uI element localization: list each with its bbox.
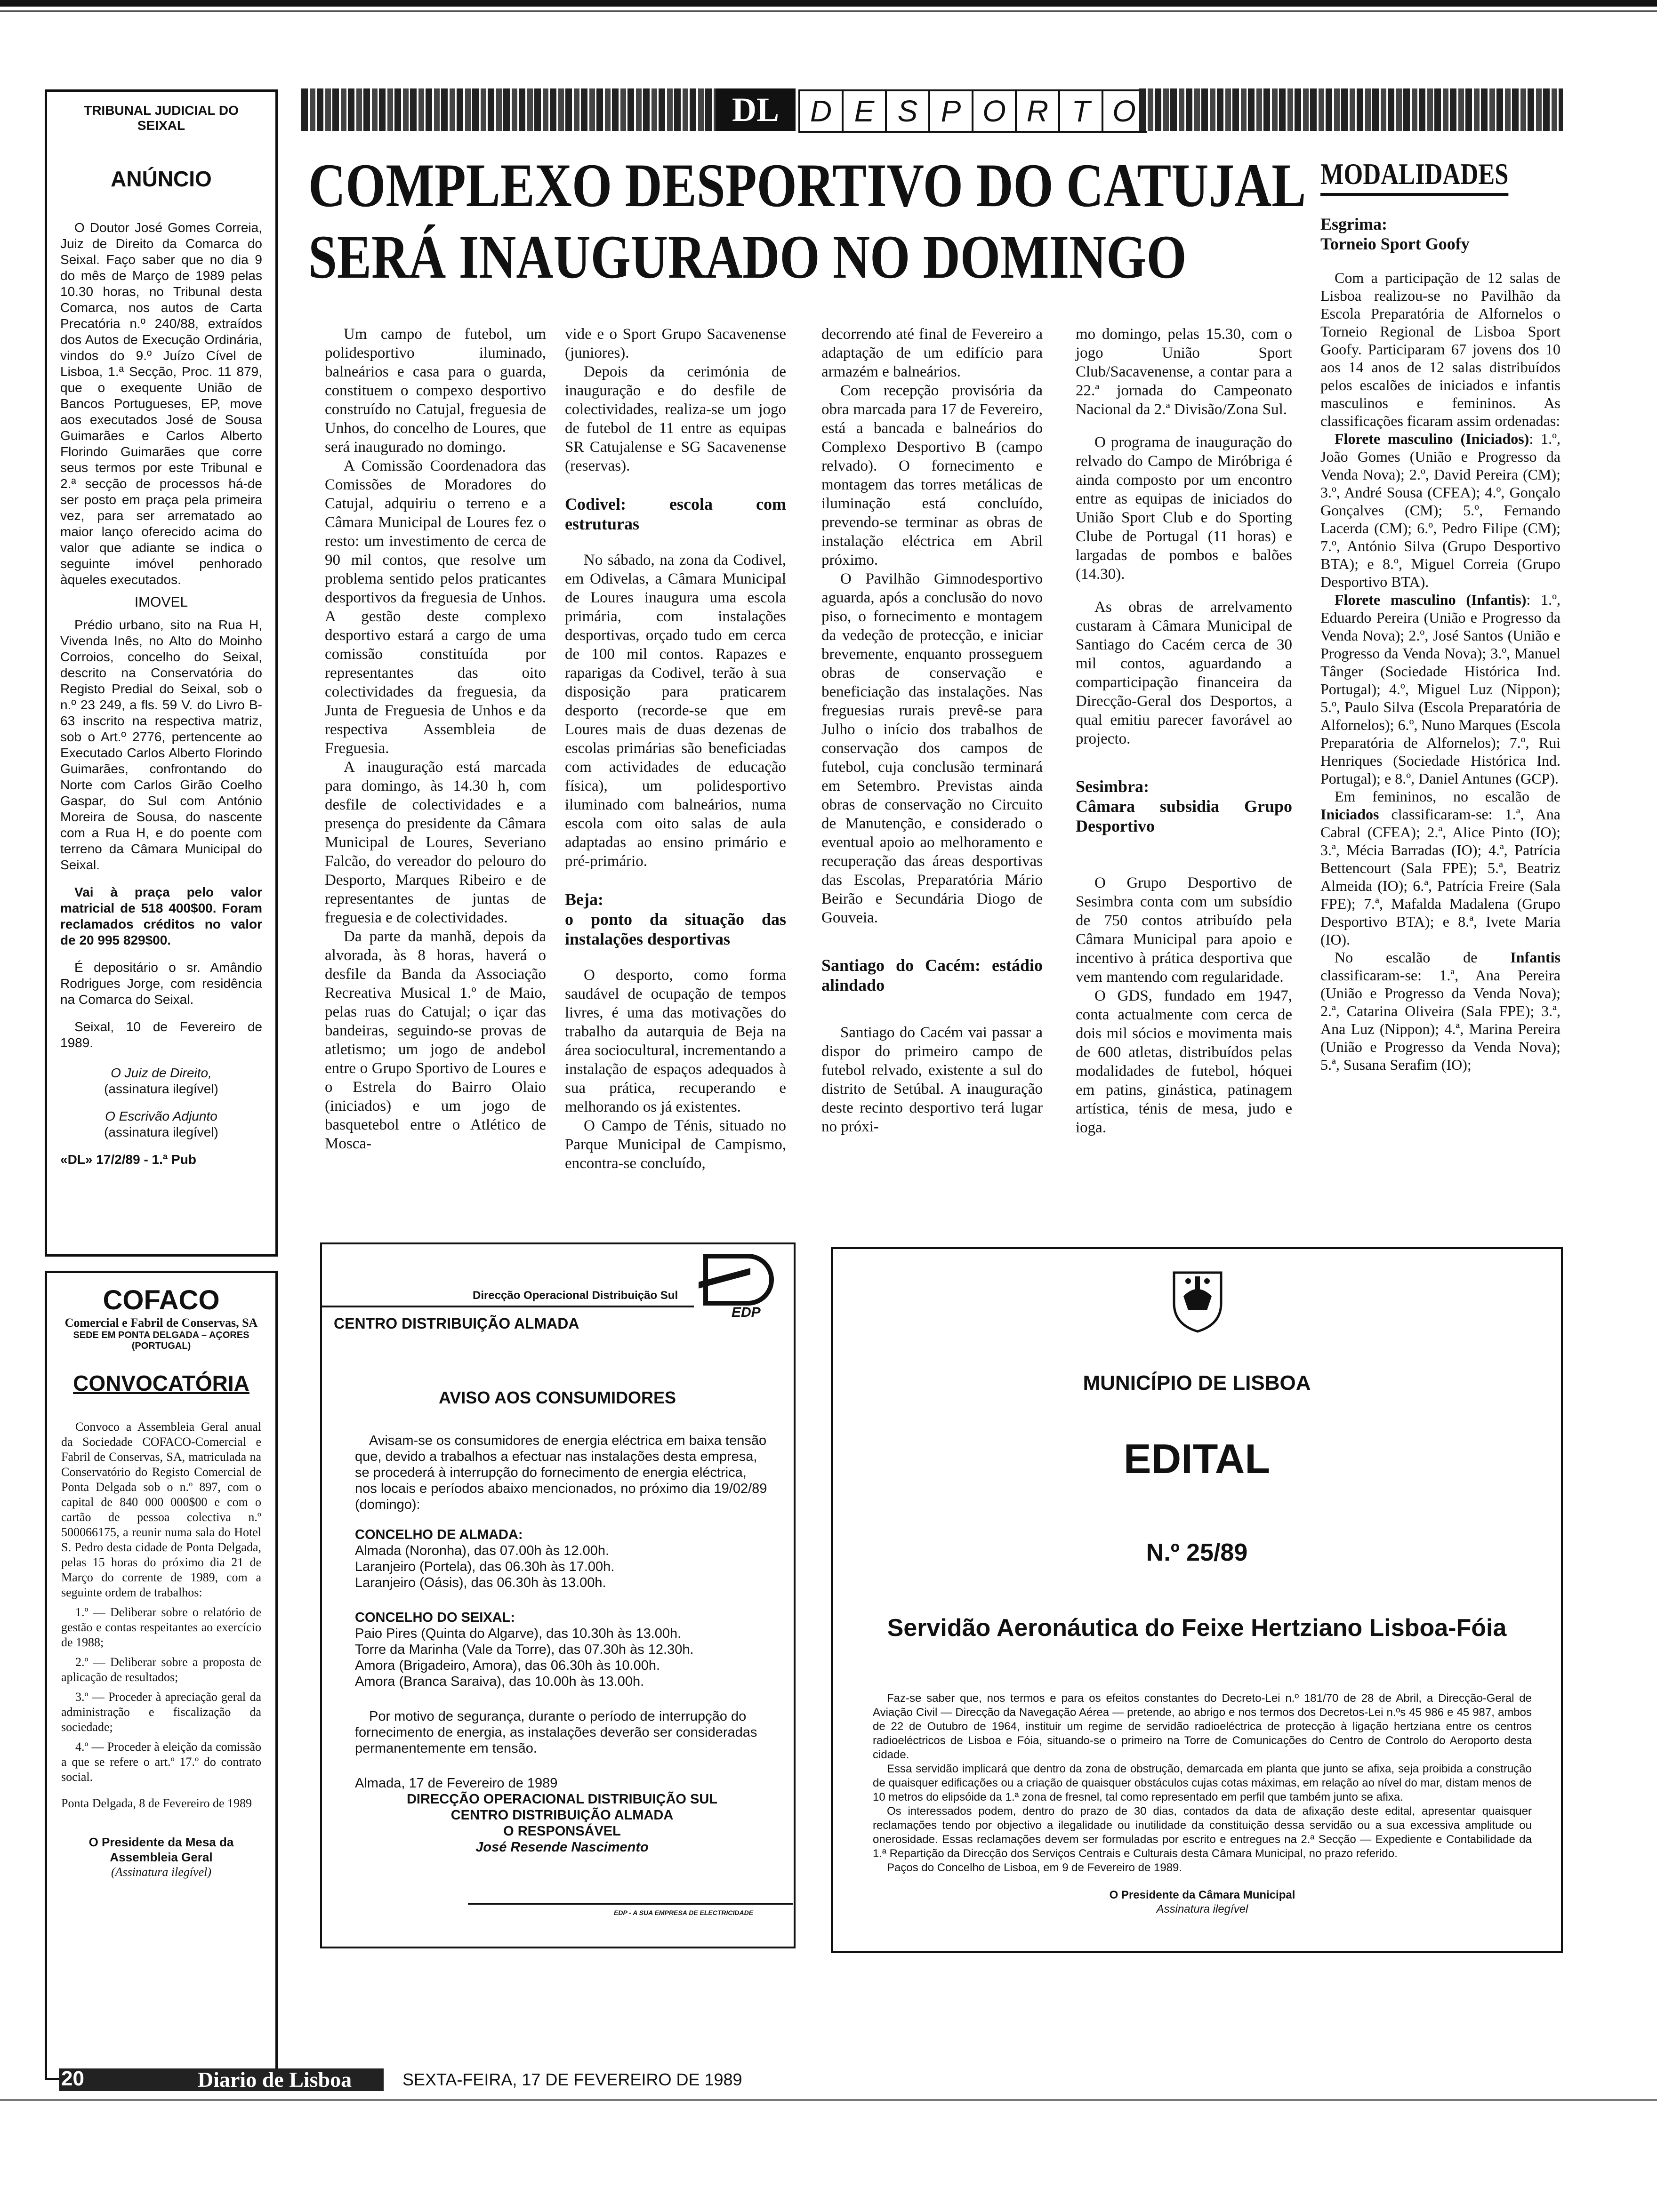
section-letter-5: O <box>972 89 1017 133</box>
lisboa-paragraph: Os interessados podem, dentro do prazo de 30 dias, contados da data de afixação deste edital, apresentar quaisquer reclamações tendo por objectivo a ilegalidade ou inutilidade da constituição dessa servidão ou a sua excessiva amplitude ou onerosidade. Essas reclamações devem ser formuladas por escrito e entregues na 2.ª Secção — Expediente e Contabilidade da 1.ª Repartição da Direcção dos Serviços Centrais e Culturais desta Câmara Municipal, no prazo referido. <box>873 1805 1532 1860</box>
edp-seixal-item-2: Torre da Marinha (Vale da Torre), das 07.30h às 12.30h. <box>355 1642 694 1657</box>
article-paragraph: Um campo de futebol, um polidesportivo iluminado, balneários e casa para o guarda, constituem o compexo desportivo construído no Catujal, freguesia de Unhos, do concelho de Loures, que será inaugurado no domingo. <box>325 326 546 456</box>
subhead-beja: Beja: o ponto da situação das instalações desportivas <box>565 890 786 948</box>
top-rule-thin <box>0 10 1657 12</box>
edp-almada-item-1: Almada (Noronha), das 07.00h às 12.00h. <box>355 1543 610 1558</box>
section-letter-3: S <box>885 89 930 133</box>
lisboa-paragraph: Essa servidão implicará que dentro da zona de obstrução, demarcada em planta que junto se afixa, seja proibida a construção de quaisquer edificações ou a criação de quaisquer obstáculos cujas cotas máximas, em relação ao nível do mar, distam menos de 10 metros do elipsóide da 1.ª zona de fresnel, tal como representado em perfil que também junto se afixa. <box>873 1763 1532 1803</box>
section-letter-4: P <box>928 89 973 133</box>
headline-line-1: COMPLEXO DESPORTIVO DO CATUJAL <box>308 151 1306 220</box>
subhead-codivel: Codivel: escola com estruturas <box>565 495 786 533</box>
top-rule <box>0 0 1657 7</box>
results-florete-iniciados: Florete masculino (Iniciados): 1.º, João Gomes (União e Progresso da Venda Nova); 2.º, David Pereira (CM); 3.º, André Sousa (CFEA); 4.º, Gonçalo Gonçalves (CM); 5.º, Fernando Lacerda (CM); 6.º, Pedro Filipe (CM); 7.º, António Silva (Grupo Desportivo BTA); e 8.º, Miguel Correia (Grupo Desportivo BTA). <box>1320 430 1560 590</box>
modalidades-intro: Com a participação de 12 salas de Lisboa realizou-se no Pavilhão da Escola Preparatória de Alfornelos o Torneio Regional de Lisboa Sport Goofy. Participaram 67 jovens dos 10 aos 14 anos de 12 salas distribuídos pelos escalões de iniciados e infantis masculinos e femininos. As classificações ficaram assim ordenadas: <box>1320 269 1560 429</box>
edp-almada-item-2: Laranjeiro (Portela), das 06.30h às 17.00h. <box>355 1559 615 1574</box>
section-letter-6: R <box>1015 89 1060 133</box>
edp-concelho-seixal: CONCELHO DO SEIXAL: <box>355 1610 515 1625</box>
article-paragraph: O Campo de Ténis, situado no Parque Municipal de Campismo, encontra-se concluído, <box>565 1117 786 1172</box>
cofaco-signature: O Presidente da Mesa da Assembleia Geral <box>88 1835 234 1864</box>
headline-line-2: SERÁ INAUGURADO NO DOMINGO <box>308 222 1187 291</box>
lisboa-body <box>873 1691 1532 1916</box>
clerk-signature: O Escrivão Adjunto <box>105 1109 217 1123</box>
edp-notice <box>320 1242 796 1948</box>
notice-body: O Doutor José Gomes Correia, Juiz de Direito da Comarca do Seixal. Faço saber que no dia 9 do mês de Março de 1989 pelas 10.30 horas, no Tribunal desta Comarca, nos autos de Carta Precatória n.º 240/88, extraídos dos Autos de Execução Ordinária, vindos do 9.º Juízo Cível de Lisboa, 1.ª Secção, Proc. 11 879, que o exequente União de Bancos Portugueses, EP, move aos executados José de Sousa Guimarães e Carlos Alberto Florindo Guimarães que corre seus termos por este Tribunal e 2.ª secção de processos há-de ser posto em praça pela primeira vez, para ser arrematado ao maior lanço oferecido acima do valor que adiante se indica o seguinte imóvel penhorado àqueles executados. <box>60 220 262 587</box>
edp-note: Por motivo de segurança, durante o período de interrupção do fornecimento de energia, as instalações deverão ser consideradas permanentemente em tensão. <box>355 1709 757 1756</box>
edp-title: AVISO AOS CONSUMIDORES <box>438 1388 676 1407</box>
judge-signature-note: (assinatura ilegível) <box>104 1082 218 1096</box>
article-paragraph: Com recepção provisória da obra marcada para 17 de Fevereiro, está a bancada e balneários do Complexo Desportivo B (campo relvado). O fornecimento e montagem das torres metálicas de iluminação está concluído, prevendo-se terminar as obras de instalação eléctrica em Abril próximo. <box>821 382 1043 569</box>
edp-sig-2: CENTRO DISTRIBUIÇÃO ALMADA <box>450 1808 674 1823</box>
article-column-3 <box>821 325 1043 1136</box>
tribunal-notice <box>45 89 278 1257</box>
article-paragraph: Santiago do Cacém vai passar a dispor do primeiro campo de futebol relvado, existente a sul do distrito de Setúbal. A inauguração deste recinto desportivo terá lugar no próxi- <box>821 1024 1043 1135</box>
section-logo <box>716 88 796 131</box>
cofaco-country: (PORTUGAL) <box>131 1341 191 1351</box>
publication-ref: «DL» 17/2/89 - 1.ª Pub <box>60 1152 196 1167</box>
modalidades-subtitle-1: Esgrima: <box>1320 215 1387 233</box>
edp-intro: Avisam-se os consumidores de energia eléctrica em baixa tensão que, devido a trabalhos a efectuar nas instalações desta empresa, se procederá à interrupção do fornecimento de energia eléctrica, nos locais e períodos abaixo mencionados, no próximo dia 19/02/89 (domingo): <box>355 1433 767 1512</box>
edp-seixal-item-1: Paio Pires (Quinta do Algarve), das 10.30h às 13.00h. <box>355 1626 682 1641</box>
cofaco-fullname: Comercial e Fabril de Conservas, SA <box>64 1316 258 1330</box>
lisboa-crest-icon <box>1162 1263 1233 1334</box>
footer-paper-name: Diario de Lisboa <box>198 2068 352 2092</box>
edp-centro: CENTRO DISTRIBUIÇÃO ALMADA <box>334 1315 579 1332</box>
edp-concelho-almada: CONCELHO DE ALMADA: <box>355 1527 523 1542</box>
footer-date: SEXTA-FEIRA, 17 DE FEVEREIRO DE 1989 <box>402 2070 742 2089</box>
article-column-1 <box>325 325 546 1153</box>
section-letters <box>800 89 1147 132</box>
court-name: TRIBUNAL JUDICIAL DO SEIXAL <box>84 103 239 133</box>
section-logo-text: DL <box>732 91 780 128</box>
lisboa-paragraph: Faz-se saber que, nos termos e para os efeitos constantes do Decreto-Lei n.º 181/70 de 28 de Abril, a Direcção-Geral de Aviação Civil — Direcção da Navegação Aérea — pretende, ao abrigo e nos termos dos Decretos-Lei n.ºs 45 986 e 45 987, ambos de 22 de Outubro de 1964, instituir um regime de servidão radioeléctrica de protecção à ligação hertziana entre os centros radioeléctricos de Lisboa e Fóia, situando-se o primeiro na Torre de Comunicações do Centro de Controlo do Aeroporto desta cidade. <box>873 1692 1532 1761</box>
section-letter-1: D <box>798 89 844 133</box>
article-paragraph: As obras de arrelvamento custaram à Câmara Municipal de Santiago do Cacém cerca de 30 mil contos, aguardando a comparticipação financeira da Direcção-Geral dos Desportos, a qual emitiu parecer favorável ao projecto. <box>1076 599 1292 747</box>
notice-subtitle: IMOVEL <box>134 594 188 610</box>
edp-direccao: Direcção Operacional Distribuição Sul <box>473 1289 678 1302</box>
lisboa-edital-title: EDITAL <box>1123 1435 1271 1482</box>
notice-date: Seixal, 10 de Fevereiro de 1989. <box>60 1019 262 1050</box>
article-paragraph: Depois da cerimónia de inauguração e do desfile de colectividades, realiza-se um jogo de futebol de 11 entre as equipas SR Catujalense e SG Sacavenense (reservas). <box>565 363 786 474</box>
article-paragraph: O GDS, fundado em 1947, conta actualmente com cerca de dois mil sócios e movimenta mais de 600 atletas, distribuídos pelas modalidades de futebol, hóquei em patins, ginástica, patinagem artística, ténis de mesa, judo e ioga. <box>1076 987 1292 1136</box>
edp-logo <box>699 1254 783 1324</box>
edp-rule <box>322 1306 694 1307</box>
lisboa-edital <box>831 1247 1563 1953</box>
footer-page-number: 20 <box>61 2067 84 2090</box>
section-letter-7: T <box>1058 89 1103 133</box>
notice-property: Prédio urbano, sito na Rua H, Vivenda Inês, no Alto do Moinho Corroios, concelho do Seixal, descrito na Conservatória do Registo Predial do Seixal, sob o n.º 23 249, a fls. 59 V. do Livro B-63 inscrito na respectiva matriz, sob o Art.º 2776, pertencente ao Executado Carlos Alberto Florindo Guimarães, confrontando do Norte com Carlos Girão Coelho Gaspar, do Sul com António Moreira de Sousa, do nascente com a Rua H, e do poente com terreno da Câmara Municipal do Seixal. <box>60 617 262 872</box>
subhead-sesimbra: Sesimbra: Câmara subsidia Grupo Desportivo <box>1076 777 1292 835</box>
judge-signature: O Juiz de Direito, <box>111 1066 212 1080</box>
lisboa-paragraph: Paços do Concelho de Lisboa, em 9 de Fevereiro de 1989. <box>887 1861 1182 1874</box>
cofaco-name: COFACO <box>103 1285 220 1315</box>
section-letter-2: E <box>842 89 887 133</box>
cofaco-item-2: 2.º — Deliberar sobre a proposta de aplicação de resultados; <box>61 1655 261 1684</box>
lisboa-signature: O Presidente da Câmara Municipal <box>1109 1889 1295 1901</box>
notice-depositary: É depositário o sr. Amândio Rodrigues Jorge, com residência na Comarca do Seixal. <box>60 960 262 1007</box>
article-paragraph: O desporto, como forma saudável de ocupação de tempos livres, é uma das motivações do trabalho da autarquia de Beja na área sociocultural, incrementando a instalação de espaços adequados à sua prática, recuperando e melhorando os já existentes. <box>565 967 786 1115</box>
article-paragraph: decorrendo até final de Fevereiro a adaptação de um edifício para armazém e balneários. <box>821 326 1043 380</box>
article-paragraph: A Comissão Coordenadora das Comissões de Moradores do Catujal, adquiriu o terreno e a Câmara Municipal de Loures fez o resto: um investimento de cerca de 90 mil contos, que resolve um problema sentido pelos praticantes desportivos da freguesia de Unhos. A gestão deste complexo desportivo estará a cargo de uma comissão constituída por representantes das oito colectividades da freguesia, da Junta de Freguesia de Unhos e da respectiva Assembleia de Freguesia. <box>325 457 546 757</box>
article-paragraph: Da parte da manhã, depois da alvorada, às 8 horas, haverá o desfile da Banda da Associação Recreativa Musical 1.º de Maio, pelas ruas do Catujal; o içar das bandeiras, seguindo-se provas de atletismo; um jogo de andebol entre o Grupo Sportivo de Loures e o Estrela do Bairro Olaio (iniciados) e um jogo de basquetebol entre o Atlético de Mosca- <box>325 928 546 1152</box>
cofaco-notice <box>45 1271 278 2080</box>
article-paragraph: O programa de inauguração do relvado do Campo de Miróbriga é ainda composto por um encontro entre as equipas de iniciados do União Sport Club e do Sporting Clube de Portugal (11 horas) e largadas de pombos e balões (14.30). <box>1076 434 1292 583</box>
cofaco-sede: SEDE EM PONTA DELGADA – AÇORES <box>73 1330 249 1340</box>
cofaco-item-4: 4.º — Proceder à eleição da comissão a que se refere o art.º 17.º do contrato social. <box>61 1740 261 1784</box>
cofaco-item-3: 3.º — Proceder à apreciação geral da administração e fiscalização da sociedade; <box>61 1690 261 1734</box>
section-letter-8: O <box>1102 89 1147 133</box>
results-femininos-infantis: No escalão de Infantis classificaram-se: 1.ª, Ana Pereira (União e Progresso da Venda Nova); 2.ª, Catarina Oliveira (Sala FPE); 3.ª, Ana Luz (Nippon); 4.ª, Marina Pereira (União e Progresso da Venda Nova); 5.ª, Susana Serafim (IO); <box>1320 949 1560 1073</box>
section-band-right <box>1139 88 1563 131</box>
modalidades-subtitle-2: Torneio Sport Goofy <box>1320 234 1470 253</box>
section-band-left <box>301 88 716 131</box>
headline <box>308 150 1306 293</box>
clerk-signature-note: (assinatura ilegível) <box>104 1125 218 1139</box>
bottom-rule <box>0 2099 1657 2101</box>
notice-value: Vai à praça pelo valor matricial de 518 400$00. Foram reclamados créditos no valor de 20 995 829$00. <box>60 885 262 947</box>
modalidades-title: MODALIDADES <box>1320 155 1508 196</box>
results-florete-infantis: Florete masculino (Infantis): 1.º, Eduardo Pereira (União e Progresso da Venda Nova); 2.º, José Santos (União e Progresso da Venda Nova); 3.º, Manuel Tânger (Sociedade Histórica Ind. Portugal); 4.º, Miguel Luz (Nippon); 5.º, Paulo Silva (Escola Preparatória de Alfornelos); 6.º, Nuno Marques (Escola Preparatória de Alfornelos); 7.º, Rui Henriques (Sociedade Histórica Ind. Portugal); e 8.º, Daniel Antunes (GCP). <box>1320 591 1561 787</box>
edp-foot-rule <box>468 1903 793 1905</box>
edp-body <box>355 1433 769 1855</box>
cofaco-item-1: 1.º — Deliberar sobre o relatório de gestão e contas respeitantes ao exercício de 1988; <box>61 1605 261 1649</box>
edp-sig-1: DIRECÇÃO OPERACIONAL DISTRIBUIÇÃO SUL <box>406 1792 718 1807</box>
edp-sig-4: José Resende Nascimento <box>475 1840 649 1855</box>
article-paragraph: O Pavilhão Gimnodesportivo aguarda, após a conclusão do novo piso, o fornecimento e montagem da vedeção de protecção, e iniciar brevemente, enquanto prosseguem obras de conservação e beneficiação das instalações. Nas freguesias rurais prevê-se para Julho o início dos trabalhos de conservação dos campos de futebol, cuja conclusão terminará em Setembro. Previstas ainda obras de conservação no Circuito de Manutenção, e considerado o eventual apoio ao melhoramento e recuperação das áreas desportivas das Escolas, Preparatória Mário Beirão e Secundária Diogo de Gouveia. <box>821 570 1043 926</box>
lisboa-signature-note: Assinatura ilegível <box>1156 1903 1248 1915</box>
lisboa-edital-number: N.º 25/89 <box>1146 1539 1248 1566</box>
edp-seixal-item-4: Amora (Branca Saraiva), das 10.00h às 13.00h. <box>355 1674 644 1689</box>
lisboa-municipio: MUNICÍPIO DE LISBOA <box>1083 1371 1311 1395</box>
cofaco-title: CONVOCATÓRIA <box>73 1371 249 1395</box>
article-paragraph: No sábado, na zona da Codivel, em Odivelas, a Câmara Municipal de Loures inaugura uma escola primária, com instalações desportivas, orçado tudo em cerca de 100 mil contos. Rapazes e raparigas da Codivel, terão à sua disposição para praticarem desporto (recorde-se que em Loures mais de duas dezenas de escolas primárias são beneficiadas com actividades de educação física), um polidesportivo iluminado com balneários, numa escola com oito salas de aula adaptadas ao ensino primário e pré-primário. <box>565 552 786 870</box>
results-femininos-iniciados: Em femininos, no escalão de Iniciados classificaram-se: 1.ª, Ana Cabral (CFEA); 2.ª, Alice Pinto (IO); 3.ª, Mécia Barradas (IO); 4.ª, Patrícia Bettencourt (Sala FPE); 5.ª, Beatriz Almeida (IO); 6.ª, Patrícia Freire (Sala FPE); 7.ª, Mafalda Madalena (Grupo Desportivo BTA); e 8.ª, Ivete Maria (IO). <box>1320 788 1561 948</box>
cofaco-body: Convoco a Assembleia Geral anual da Sociedade COFACO-Comercial e Fabril de Conservas, SA, matriculada na Conservatório do Registo Comercial de Ponta Delgada sob o n.º 897, com o capital de 840 000 000$00 e com o cartão de pessoa colectiva n.º 500066175, a reunir numa sala do Hotel S. Pedro desta cidade de Ponta Delgada, pelas 15 horas do próximo dia 21 de Março do corrente de 1989, com a seguinte ordem de trabalhos: <box>61 1420 261 1599</box>
notice-title: ANÚNCIO <box>111 167 212 191</box>
lisboa-subject: Servidão Aeronáutica do Feixe Hertziano Lisboa-Fóia <box>887 1614 1507 1642</box>
edp-foot: EDP - A SUA EMPRESA DE ELECTRICIDADE <box>614 1909 754 1916</box>
article-paragraph: vide e o Sport Grupo Sacavenense (juniores). <box>565 326 786 361</box>
article-column-2 <box>565 325 786 1173</box>
article-paragraph: mo domingo, pelas 15.30, com o jogo União Sport Club/Sacavenense, a contar para a 22.ª jornada do Campeonato Nacional da 2.ª Divisão/Zona Sul. <box>1076 326 1292 418</box>
modalidades-column <box>1320 214 1560 1074</box>
cofaco-signature-note: (Assinatura ilegível) <box>111 1865 211 1879</box>
edp-date: Almada, 17 de Fevereiro de 1989 <box>355 1776 558 1791</box>
subhead-santiago: Santiago do Cacém: estádio alindado <box>821 956 1043 994</box>
article-column-4 <box>1076 325 1292 1137</box>
edp-seixal-item-3: Amora (Brigadeiro, Amora), das 06.30h às 10.00h. <box>355 1658 660 1673</box>
edp-sig-3: O RESPONSÁVEL <box>503 1824 621 1839</box>
edp-logo-text: EDP <box>732 1305 761 1320</box>
article-paragraph: A inauguração está marcada para domingo, às 14.30 h, com desfile de colectividades e a presença do presidente da Câmara Municipal de Loures, Severiano Falcão, do vereador do pelouro do Desporto, Marques Ribeiro e de representantes de juntas de freguesia e de colectividades. <box>325 759 546 926</box>
cofaco-date: Ponta Delgada, 8 de Fevereiro de 1989 <box>61 1796 252 1810</box>
edp-almada-item-3: Laranjeiro (Oásis), das 06.30h às 13.00h. <box>355 1575 606 1590</box>
article-paragraph: O Grupo Desportivo de Sesimbra conta com um subsídio de 750 contos atribuído pela Câmara Municipal para apoio e incentivo à prática desportiva que vem mantendo com regularidade. <box>1076 874 1292 986</box>
